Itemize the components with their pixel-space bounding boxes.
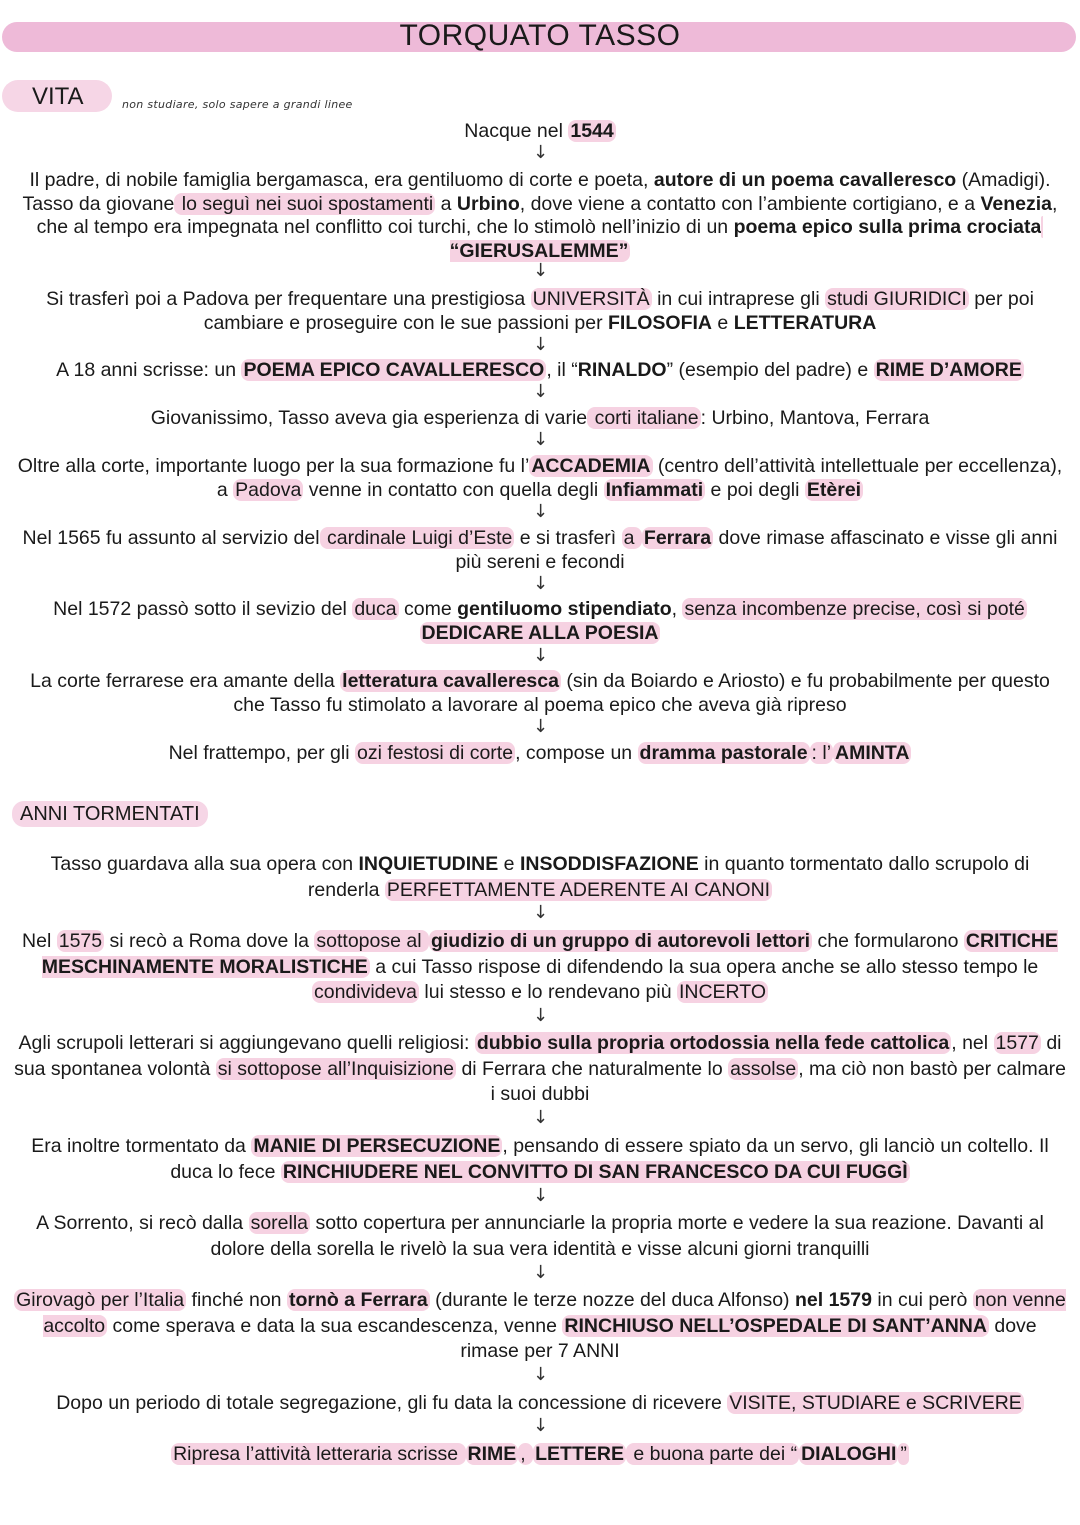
paragraph-sorrento: A Sorrento, si recò dalla sorella sotto copertura per annunciarle la propria morte e vedere la sua reazione. Davanti al dolore della sorella le rivelò la sua vera identità e visse alcuni giorni tranquilli (36, 1212, 1044, 1260)
paragraph-corte-ferrarese: La corte ferrarese era amante della letteratura cavalleresca (sin da Boiardo e Ariosto) e fu probabilmente per questo che Tasso fu stimolato a lavorare al poema epico che aveva già ripreso (30, 670, 1050, 716)
paragraph-accademia: Oltre alla corte, importante luogo per la sua formazione fu l’ ACCADEMIA (centro dell’attività intellettuale per eccellenza), a Padova venne in contatto con quella degli Infiammati e poi degli Etèrei (17, 455, 1063, 501)
down-arrow-icon: ↓ (533, 501, 549, 522)
down-arrow-icon: ↓ (533, 381, 549, 402)
down-arrow-icon: ↓ (533, 260, 549, 281)
handwritten-note: non studiare, solo sapere a grandi linee (122, 98, 353, 111)
paragraph-birth: Nacque nel 1544 (464, 120, 614, 142)
paragraph-roma: Nel 1575 si recò a Roma dove la sottopose al giudizio di un gruppo di autorevoli lettori che formularono CRITICHE MESCHINAMENTE MORALISTICHE a cui Tasso rispose di difendendo la sua opera anche se allo stesso tempo le condivideva lui stesso e lo rendevano più INCERTO (22, 930, 1058, 1003)
paragraph-dialoghi: Ripresa l’attività letteraria scrisse RIME , LETTERE e buona parte dei “ DIALOGHI ” (173, 1443, 907, 1465)
page-title: TORQUATO TASSO (399, 19, 681, 52)
down-arrow-icon: ↓ (533, 573, 549, 594)
down-arrow-icon: ↓ (533, 645, 549, 666)
section-label-vita: VITA (2, 80, 112, 112)
down-arrow-icon: ↓ (533, 716, 549, 737)
paragraph-cardinale: Nel 1565 fu assunto al servizio del cardinale Luigi d’Este e si trasferì a Ferrara dove rimase affascinato e visse gli anni più sereni e fecondi (22, 527, 1058, 573)
down-arrow-icon: ↓ (533, 1185, 549, 1206)
paragraph-inquietudine: Tasso guardava alla sua opera con INQUIETUDINE e INSODDISFAZIONE in quanto tormentato dallo scrupolo di renderla PERFETTAMENTE ADERENTE AI CANONI (50, 853, 1030, 901)
down-arrow-icon: ↓ (533, 1364, 549, 1385)
paragraph-padova: Si trasferì poi a Padova per frequentare una prestigiosa UNIVERSITÀ in cui intraprese gli studi GIURIDICI per poi cambiare e proseguire con le sue passioni per FILOSOFIA e LETTERATURA (46, 288, 1034, 334)
down-arrow-icon: ↓ (533, 1262, 549, 1283)
paragraph-persecuzione: Era inoltre tormentato da MANIE DI PERSECUZIONE , pensando di essere spiato da un servo, gli lanciò un coltello. Il duca lo fece RINCHIUDERE NEL CONVITTO DI SAN FRANCESCO DA CUI FUGGÌ (31, 1135, 1049, 1183)
paragraph-sant-anna: Girovagò per l’Italia finché non tornò a Ferrara (durante le terze nozze del duca Alfonso) nel 1579 in cui però non venne accolto come sperava e data la sua escandescenza, venne RINCHIUSO NELL’OSPEDALE DI SANT’ANNA dove rimase per 7 ANNI (16, 1289, 1066, 1362)
down-arrow-icon: ↓ (533, 334, 549, 355)
down-arrow-icon: ↓ (533, 1107, 549, 1128)
paragraph-father: Il padre, di nobile famiglia bergamasca, era gentiluomo di corte e poeta, autore di un poema cavalleresco (Amadigi). Tasso da giovane lo seguì nei suoi spostamenti a Urbino, dove viene a contatto con l’ambiente cortigiano, e a Venezia, che al tempo era impegnata nel conflitto coi turchi, che lo stimolò nell’inizio di un poema epico sulla prima crociata “GIERUSALEMME” (22, 169, 1058, 262)
paragraph-duca: Nel 1572 passò sotto il sevizio del duca come gentiluomo stipendiato, senza incombenze precise, così si poté DEDICARE ALLA POESIA (53, 598, 1025, 644)
down-arrow-icon: ↓ (533, 1415, 549, 1436)
down-arrow-icon: ↓ (533, 1005, 549, 1026)
paragraph-aminta: Nel frattempo, per gli ozi festosi di corte , compose un dramma pastorale : l’ AMINTA (168, 742, 910, 764)
paragraph-visite: Dopo un periodo di totale segregazione, gli fu data la concessione di ricevere VISITE, STUDIARE e SCRIVERE (56, 1392, 1022, 1414)
paragraph-corti: Giovanissimo, Tasso aveva gia esperienza di varie corti italiane : Urbino, Mantova, Ferrara (150, 407, 930, 429)
down-arrow-icon: ↓ (533, 902, 549, 923)
section-label-anni-tormentati: ANNI TORMENTATI (12, 801, 208, 827)
down-arrow-icon: ↓ (533, 429, 549, 450)
paragraph-inquisizione: Agli scrupoli letterari si aggiungevano quelli religiosi: dubbio sulla propria ortodossia nella fede cattolica , nel 1577 di sua spontanea volontà si sottopose all’Inquisizione di Ferrara che naturalmente lo assolse , ma ciò non bastò per calmare i suoi dubbi (14, 1032, 1066, 1105)
down-arrow-icon: ↓ (533, 142, 549, 163)
paragraph-rinaldo: A 18 anni scrisse: un POEMA EPICO CAVALLERESCO , il “RINALDO” (esempio del padre) e RIME D’AMORE (56, 359, 1022, 381)
